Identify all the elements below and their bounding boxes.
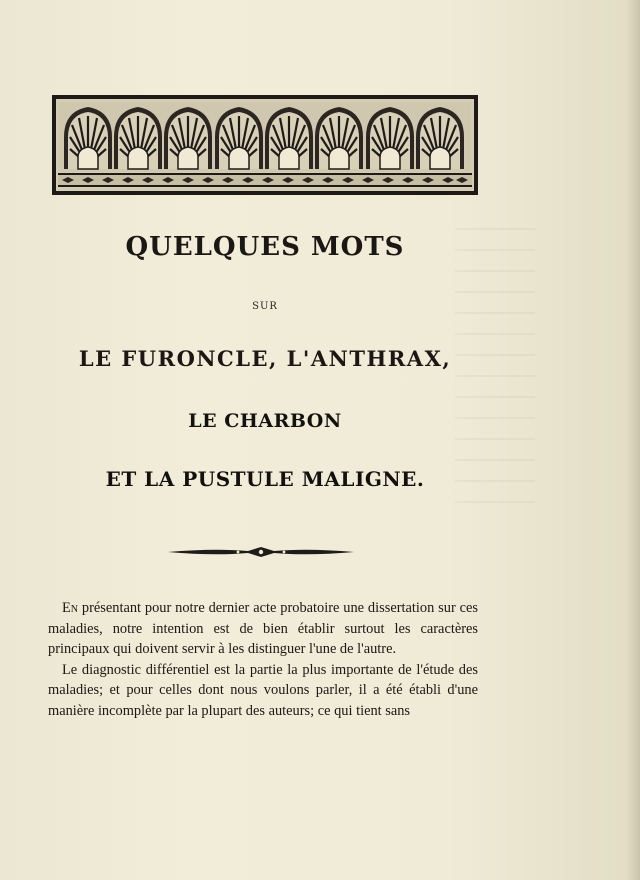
title-line-furoncle-anthrax: LE FURONCLE, L'ANTHRAX, [78, 346, 452, 371]
title-line-sur: SUR [252, 301, 278, 312]
title-line-charbon: LE CHARBON [188, 410, 342, 432]
ornamental-rule-icon [168, 544, 354, 558]
body-text [48, 598, 478, 721]
paragraph-1 [48, 598, 478, 660]
title-line-quelques-mots: QUELQUES MOTS [125, 232, 405, 262]
header-ornament-icon [52, 95, 478, 195]
paragraph-1-lead-word: En [62, 600, 79, 616]
title-line-pustule-maligne: ET LA PUSTULE MALIGNE. [105, 467, 425, 491]
paragraph-1-text: présentant pour notre dernier acte probatoire une dissertation sur ces maladies, notre intention est de bien établir surtout les caractères principaux qui doivent servir à les distinguer l'une de l'autre. [48, 600, 478, 657]
paragraph-2: Le diagnostic différentiel est la partie la plus importante de l'étude des maladies; et pour celles dont nous voulons parler, il a été établi d'une manière incomplète par la plupart des auteurs; ce qui tient sans [48, 661, 478, 719]
